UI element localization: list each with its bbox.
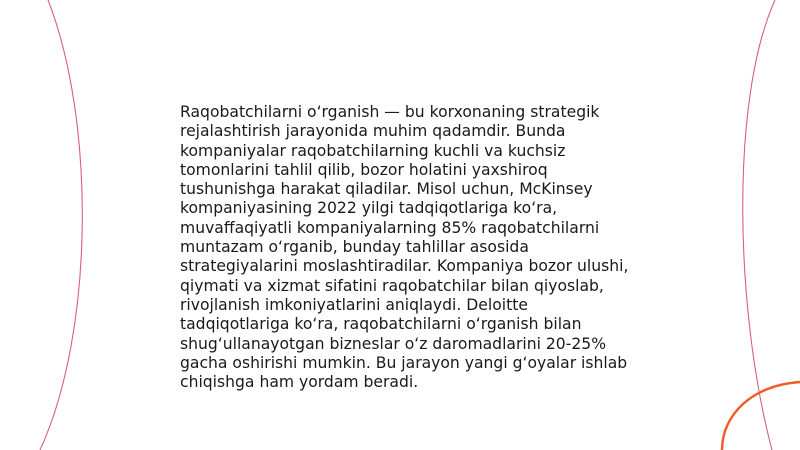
right-arc-decoration (743, 0, 775, 450)
slide-body-text: Raqobatchilarni o‘rganish — bu korxonaning strategik rejalashtirish jarayonida muhim qadamdir. Bunda kompaniyalar raqobatchilarning kuchli va kuchsiz tomonlarini tahlil qilib, bozor holatini yaxshiroq tushunishga harakat qiladilar. Misol uchun, McKinsey kompaniyasining 2022 yilgi tadqiqotlariga ko‘ra, muvaffaqiyatli kompaniyalarning 85% raqobatchilarni muntazam o‘rganib, bunday tahlillar asosida strategiyalarini moslashtiradilar. Kompaniya bozor ulushi, qiymati va xizmat sifatini raqobatchilar bilan qiyoslab, rivojlanish imkoniyatlarini aniqlaydi. Deloitte tadqiqotlariga ko‘ra, raqobatchilarni o‘rganish bilan shug‘ullanayotgan bizneslar o‘z daromadlarini 20-25% gacha oshirishi mumkin. Bu jarayon yangi g‘oyalar ishlab chiqishga ham yordam beradi. (180, 103, 629, 392)
left-arc-decoration (40, 0, 82, 450)
orange-arc-decoration (722, 382, 800, 450)
